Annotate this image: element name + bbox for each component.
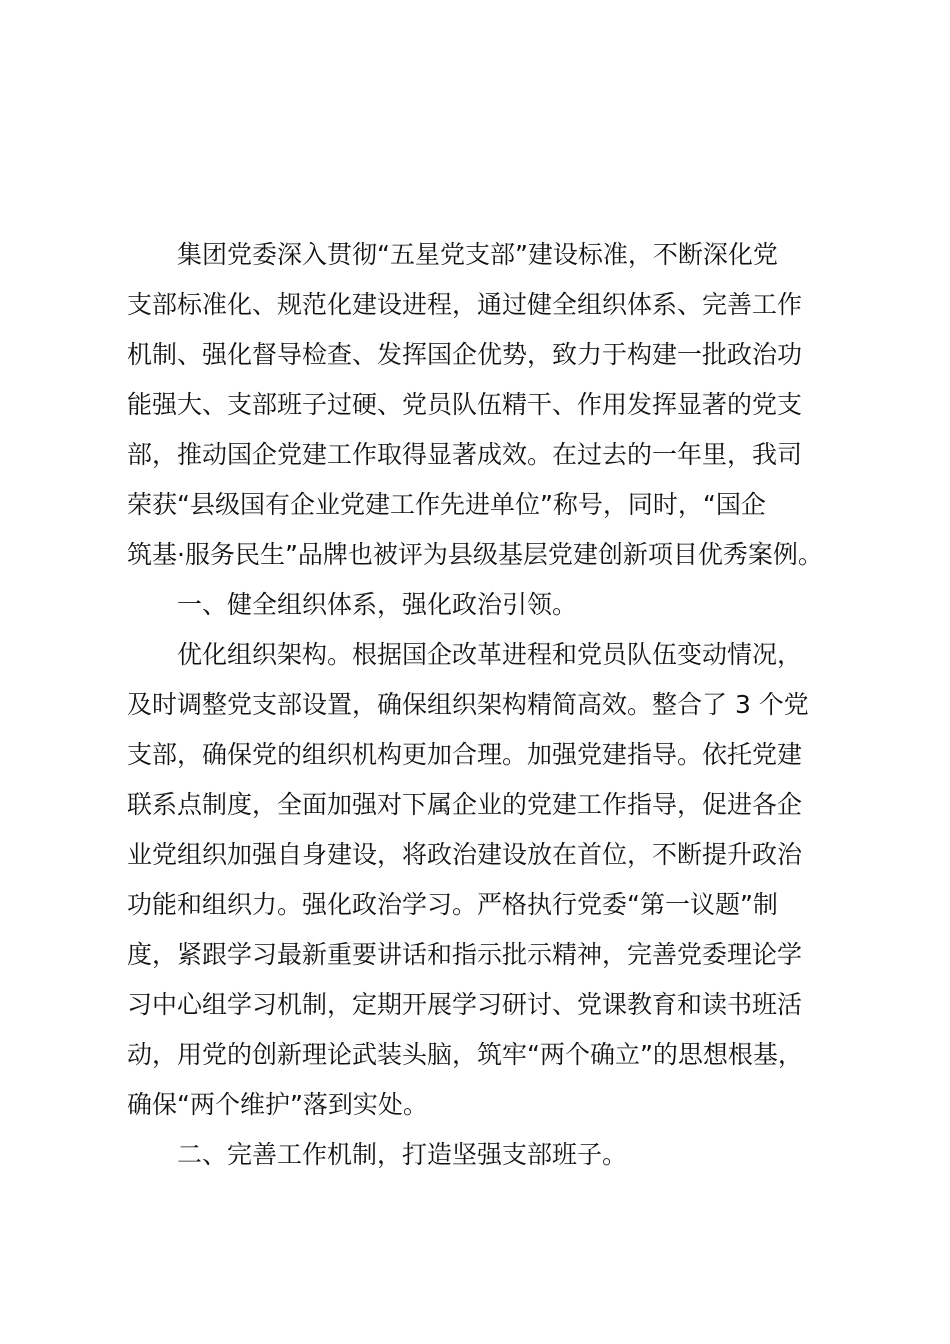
paragraph-line: 优化组织架构。根据国企改革进程和党员队伍变动情况， [177, 640, 803, 669]
paragraph-line: 度，紧跟学习最新重要讲话和指示批示精神，完善党委理论学 [127, 940, 803, 969]
paragraph-line: 筑基·服务民生”品牌也被评为县级基层党建创新项目优秀案例。 [127, 540, 823, 569]
section-heading-1: 一、健全组织体系，强化政治引领。 [177, 590, 578, 619]
document-body [127, 230, 862, 1180]
paragraph-line: 习中心组学习机制，定期开展学习研讨、党课教育和读书班活 [127, 990, 803, 1019]
paragraph-line: 确保“两个维护”落到实处。 [127, 1090, 428, 1119]
section-1-paragraph [127, 630, 862, 1130]
paragraph-line: 支部，确保党的组织机构更加合理。加强党建指导。依托党建 [127, 740, 803, 769]
paragraph-line: 联系点制度，全面加强对下属企业的党建工作指导，促进各企 [127, 790, 803, 819]
paragraph-line: 集团党委深入贯彻“五星党支部”建设标准，不断深化党 [177, 240, 778, 269]
intro-paragraph [127, 230, 862, 580]
paragraph-line: 动，用党的创新理论武装头脑，筑牢“两个确立”的思想根基， [127, 1040, 803, 1069]
section-heading-2: 二、完善工作机制，打造坚强支部班子。 [177, 1140, 628, 1169]
paragraph-line: 功能和组织力。强化政治学习。严格执行党委“第一议题”制 [127, 890, 778, 919]
paragraph-line: 支部标准化、规范化建设进程，通过健全组织体系、完善工作 [127, 290, 803, 319]
paragraph-line: 及时调整党支部设置，确保组织架构精简高效。整合了 3 个党 [127, 690, 809, 719]
paragraph-line: 业党组织加强自身建设，将政治建设放在首位，不断提升政治 [127, 840, 803, 869]
paragraph-line: 机制、强化督导检查、发挥国企优势，致力于构建一批政治功 [127, 340, 803, 369]
paragraph-line: 荣获“县级国有企业党建工作先进单位”称号，同时，“国企 [127, 490, 766, 519]
paragraph-line: 部，推动国企党建工作取得显著成效。在过去的一年里，我司 [127, 440, 803, 469]
paragraph-line: 能强大、支部班子过硬、党员队伍精干、作用发挥显著的党支 [127, 390, 803, 419]
